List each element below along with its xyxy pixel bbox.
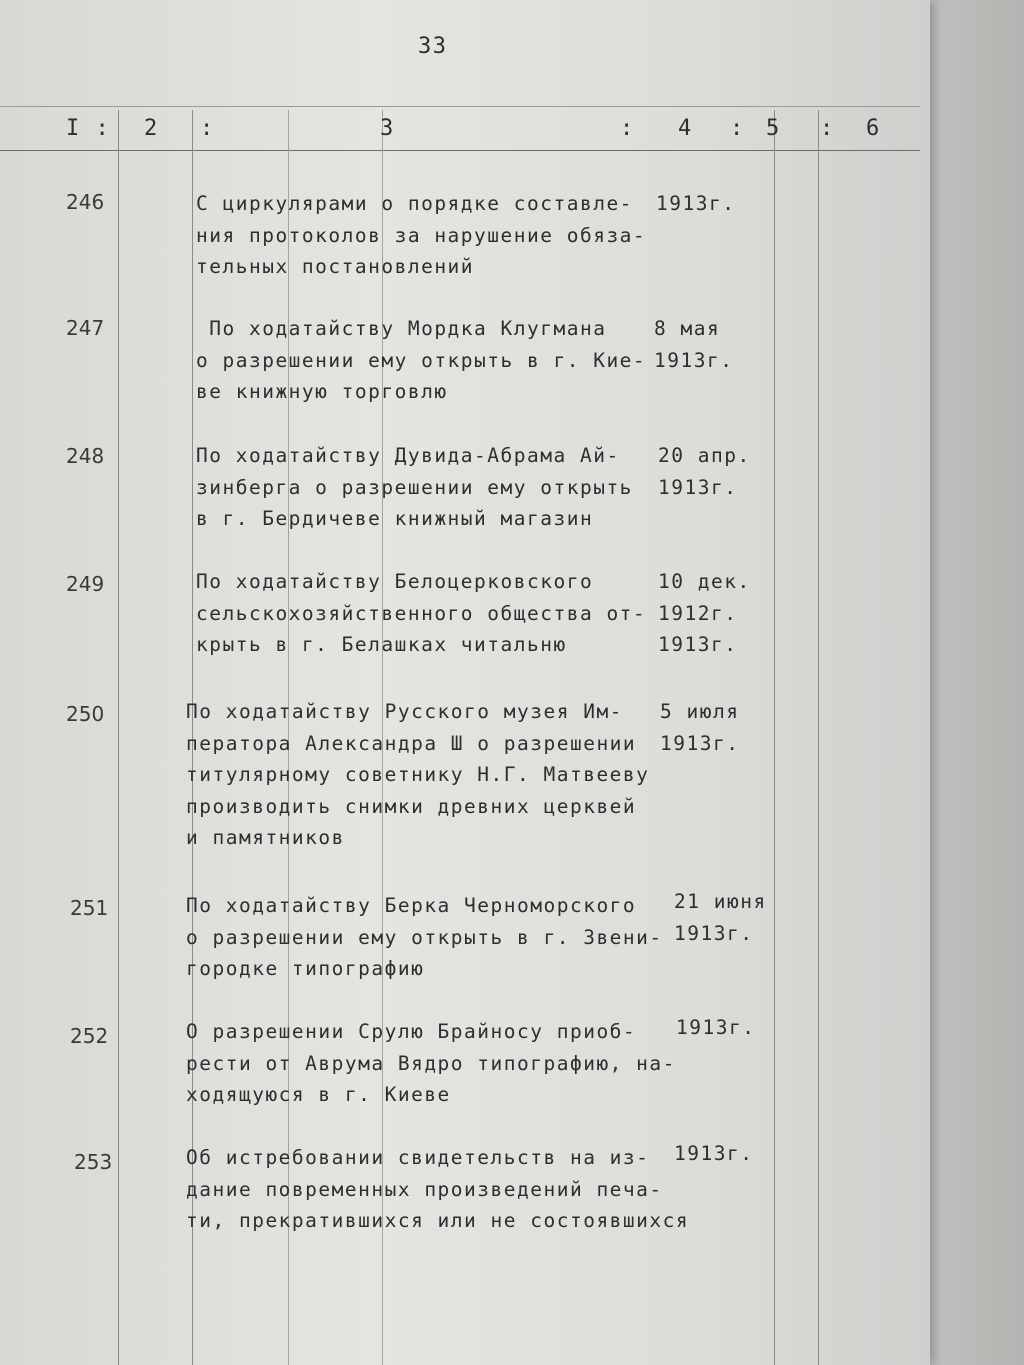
entry-title-line: о разрешении ему открыть в г. Звени- (186, 925, 663, 949)
entry-date-line: 1913г. (676, 1016, 756, 1039)
header-top-rule (0, 106, 920, 107)
entry-date (654, 313, 733, 376)
column-rule-1 (118, 110, 119, 1365)
entry-title (186, 696, 649, 854)
entry-title-line: рести от Аврума Вядро типографию, на- (186, 1051, 676, 1075)
entry-date (658, 440, 751, 503)
entry-date-line: 10 дек. (658, 570, 751, 593)
entry-date-line: 20 апр. (658, 444, 751, 467)
entry-title-line: Об истребовании свидетельств на из- (186, 1146, 650, 1169)
entry-title (196, 188, 646, 283)
column-separator-2: : (620, 116, 635, 141)
entry-title (196, 440, 633, 535)
entry-title-line: ния протоколов за нарушение обяза- (196, 223, 647, 247)
column-header-3: 3 (380, 116, 395, 141)
entry-number: 247 (66, 316, 105, 340)
column-rule-5 (774, 110, 775, 1365)
entry-title-line: сельскохозяйственного общества от- (196, 601, 647, 625)
entry-date-line: 1913г. (660, 731, 740, 755)
entry-number: 252 (70, 1024, 109, 1048)
entry-date-line: 1913г. (658, 633, 738, 656)
entry-title-line: О разрешении Срулю Брайносу приоб- (186, 1020, 637, 1043)
column-rule-6 (818, 110, 819, 1365)
entry-date-line: 1912г. (658, 601, 738, 625)
entry-number: 249 (66, 572, 105, 596)
entry-date (674, 1138, 753, 1170)
entry-title-line: производить снимки древних церквей (186, 794, 637, 818)
entry-title (186, 890, 663, 985)
entry-title-line: С циркулярами о порядке составле- (196, 192, 633, 215)
entry-number: 246 (66, 190, 105, 214)
entry-date-line: 21 июня (674, 890, 767, 913)
entry-date (658, 566, 751, 661)
entry-title-line: По ходатайству Берка Черноморского (186, 894, 637, 917)
entry-date-line: 1913г. (674, 921, 754, 945)
header-bottom-rule (0, 150, 920, 151)
entry-title-line: ти, прекратившихся или не состоявшихся (186, 1209, 690, 1232)
entry-date (656, 188, 735, 220)
entry-title-line: городке типографию (186, 957, 425, 980)
entry-date (660, 696, 739, 759)
entry-title-line: тельных постановлений (196, 255, 475, 278)
entry-date-line: 1913г. (656, 192, 736, 215)
entry-title-line: По ходатайству Русского музея Им- (186, 700, 623, 723)
entry-number: 248 (66, 444, 105, 468)
entry-title-line: По ходатайству Мордка Клугмана (196, 317, 607, 340)
entry-title-line: в г. Бердичеве книжный магазин (196, 507, 594, 530)
entry-number: 250 (66, 702, 105, 726)
entry-title (196, 313, 646, 408)
entry-title-line: ве книжную торговлю (196, 380, 448, 403)
entry-title-line: ходящуюся в г. Киеве (186, 1083, 451, 1106)
column-header-4: 4 (678, 116, 693, 141)
entry-title-line: По ходатайству Дувида-Абрама Ай- (196, 444, 620, 467)
column-header-1: I : (66, 116, 111, 141)
column-separator-3: : (730, 116, 745, 141)
entry-date-line: 1913г. (654, 348, 734, 372)
entry-title-line: и памятников (186, 826, 345, 849)
entry-title (186, 1016, 676, 1111)
entry-title-line: ператора Александра Ш о разрешении (186, 731, 637, 755)
entry-title (186, 1142, 689, 1237)
column-header-5: 5 (766, 116, 781, 141)
column-header-2: 2 (144, 116, 159, 141)
entry-date-line: 1913г. (658, 475, 738, 499)
entry-number: 251 (70, 896, 109, 920)
entry-title (196, 566, 646, 661)
entry-date-line: 1913г. (674, 1142, 754, 1165)
page-number: 33 (418, 34, 448, 59)
entry-title-line: титулярному советнику Н.Г. Матвееву (186, 763, 650, 786)
entry-title-line: о разрешении ему открыть в г. Кие- (196, 348, 647, 372)
entry-title-line: зинберга о разрешении ему открыть (196, 475, 633, 499)
entry-date-line: 8 мая (654, 317, 721, 340)
entry-title-line: дание повременных произведений печа- (186, 1177, 663, 1201)
column-separator-1: : (200, 116, 215, 141)
entry-date-line: 5 июля (660, 700, 740, 723)
column-separator-4: : (820, 116, 835, 141)
entry-title-line: крыть в г. Белашках читальню (196, 633, 567, 656)
entry-date (676, 1012, 755, 1044)
column-header-6: 6 (866, 116, 881, 141)
entry-number: 253 (74, 1150, 113, 1174)
entry-date (674, 886, 767, 949)
entry-title-line: По ходатайству Белоцерковского (196, 570, 594, 593)
